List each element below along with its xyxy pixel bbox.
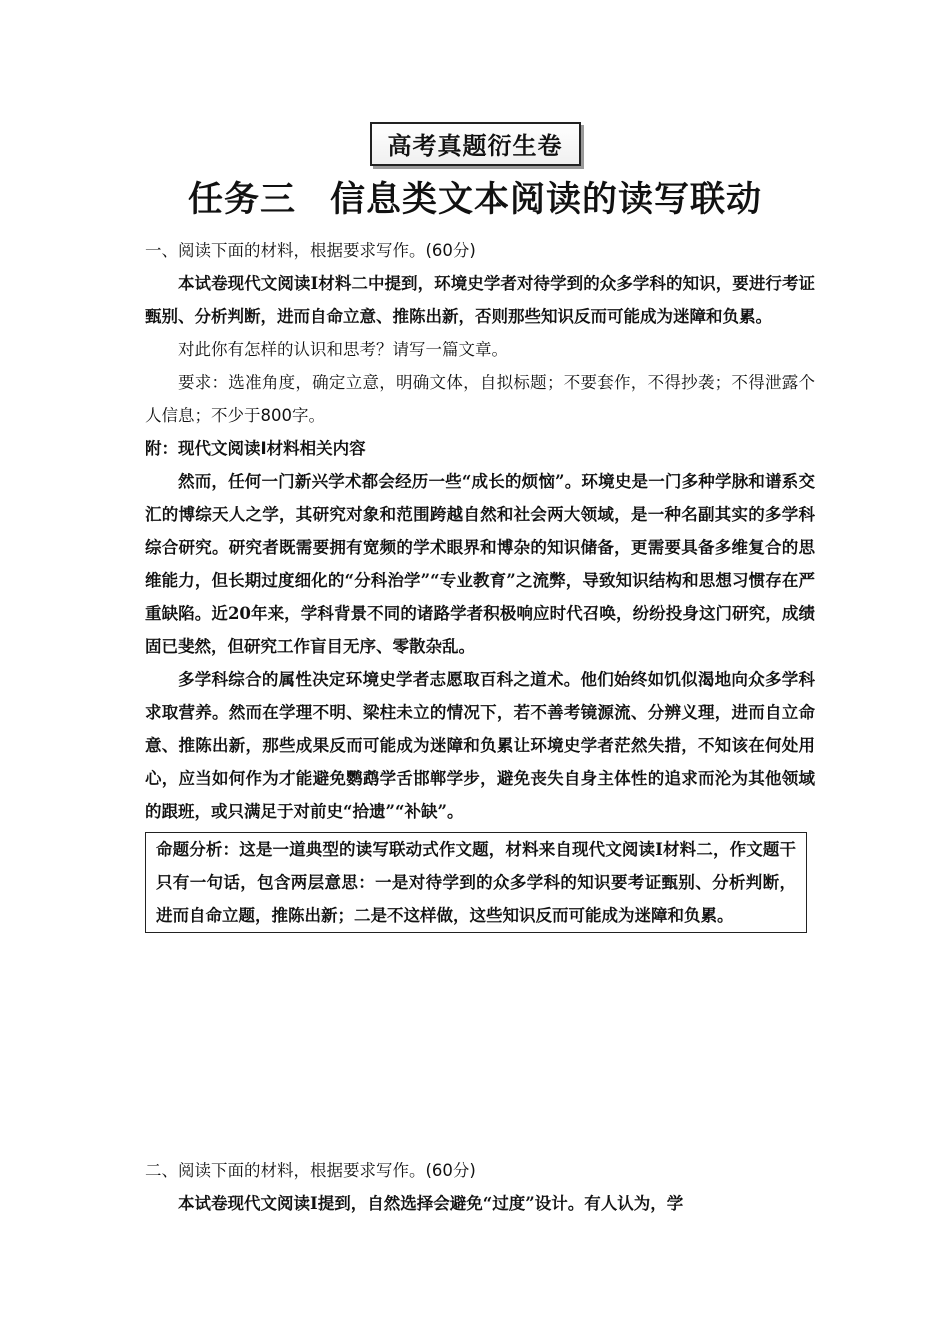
task-number: 任务三 (187, 180, 296, 220)
appendix-paragraph-2: 多学科综合的属性决定环境史学者志愿取百科之道术。他们始终如饥似渴地向众多学科求取营养。然而在学理不明、梁柱未立的情况下，若不善考镜源流、分辨义理，进而自立命意、推陈出新，那些成果反而可能成为迷障和负累让环境史学者茫然失措，不知该在何处用心，应当如何作为才能避免鹦鹉学舌邯郸学步，避免丧失自身主体性的追求而沦为其他领域的跟班，或只满足于对前史“拾遗”“补缺”。 (145, 670, 815, 821)
appendix-paragraph-1: 然而，任何一门新兴学术都会经历一些“成长的烦恼”。环境史是一门多种学脉和谱系交汇的博综天人之学，其研究对象和范围跨越自然和社会两大领域，是一种名副其实的多学科综合研究。研究者既需要拥有宽频的学术眼界和博杂的知识储备，更需要具备多维复合的思维能力，但长期过度细化的“分科治学”“专业教育”之流弊，导致知识结构和思想习惯存在严重缺陷。近20年来，学科背景不同的诸路学者积极响应时代召唤，纷纷投身这门研究，成绩固已斐然，但研究工作盲目无序、零散杂乱。 (145, 472, 815, 656)
analysis-content (156, 833, 796, 932)
appendix-title: 附：现代文阅读Ⅰ材料相关内容 (145, 439, 366, 458)
question-one (145, 234, 815, 933)
banner-wrapper (0, 122, 950, 166)
task-name: 信息类文本阅读的读写联动 (330, 180, 763, 220)
page-title (0, 172, 950, 222)
q2-material: 本试卷现代文阅读Ⅰ提到，自然选择会避免“过度”设计。有人认为，学 (178, 1194, 684, 1213)
q1-heading: 一、阅读下面的材料，根据要求写作。(60分) (145, 241, 476, 260)
analysis-text: 这是一道典型的读写联动式作文题，材料来自现代文阅读Ⅰ材料二，作文题干只有一句话，包含两层意思：一是对待学到的众多学科的知识要考证甄别、分析判断，进而自命立题，推陈出新；二是不这样做，这些知识反而可能成为迷障和负累。 (156, 840, 797, 925)
q1-requirements: 要求：选准角度，确定立意，明确文体，自拟标题；不要套作，不得抄袭；不得泄露个人信息；不少于800字。 (145, 373, 815, 425)
q1-prompt: 对此你有怎样的认识和思考？请写一篇文章。 (178, 340, 508, 359)
exam-banner: 高考真题衍生卷 (370, 122, 581, 166)
question-two (145, 1154, 815, 1220)
q2-heading: 二、阅读下面的材料，根据要求写作。(60分) (145, 1161, 476, 1180)
analysis-label: 命题分析： (156, 840, 240, 859)
analysis-box (145, 832, 807, 933)
q1-material: 本试卷现代文阅读Ⅰ材料二中提到，环境史学者对待学到的众多学科的知识，要进行考证甄别、分析判断，进而自命立意、推陈出新，否则那些知识反而可能成为迷障和负累。 (145, 274, 815, 326)
